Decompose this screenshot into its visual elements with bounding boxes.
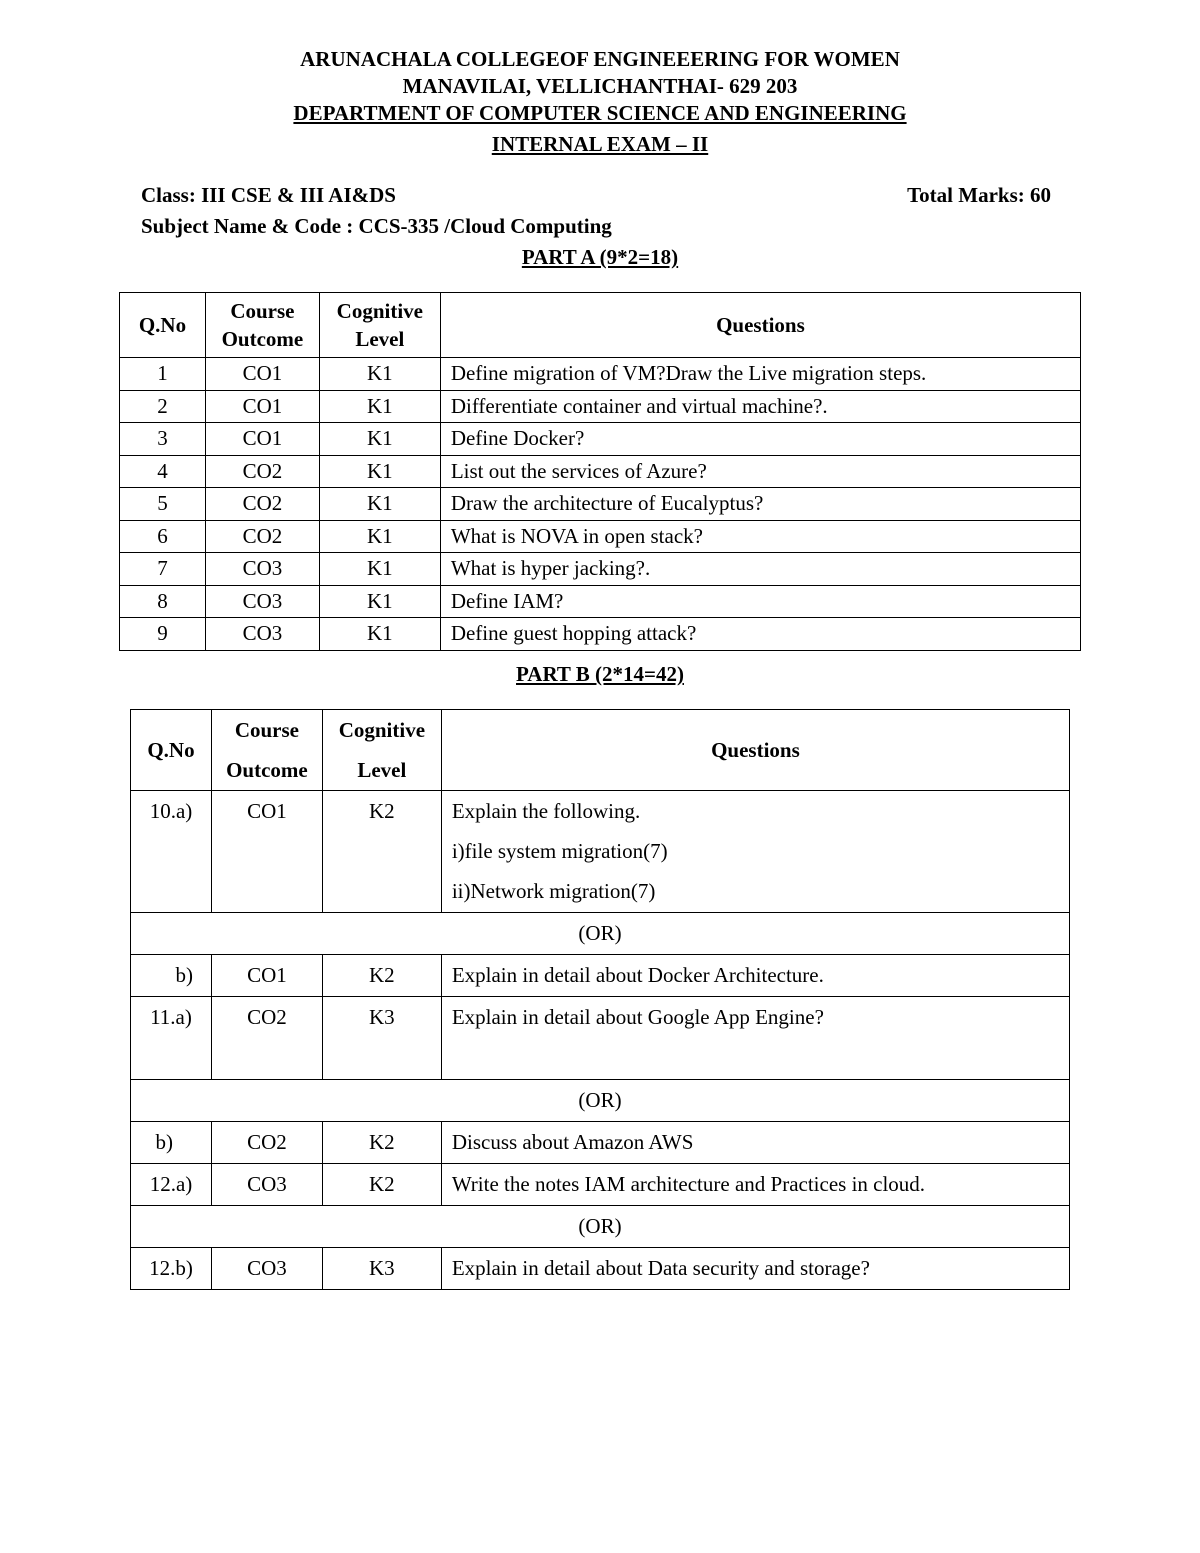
- cognitive-level-cell: K2: [322, 1164, 441, 1206]
- question-line: ii)Network migration(7): [451, 879, 656, 903]
- table-row: [120, 390, 1081, 423]
- cognitive-level-cell: K2: [322, 1122, 441, 1164]
- cognitive-level-cell: K2: [322, 791, 441, 913]
- qno-cell: 11.a): [131, 997, 212, 1080]
- question-line: Explain the following.: [451, 799, 641, 823]
- question-cell: Define IAM?: [440, 585, 1080, 618]
- part-b-title: PART B (2*14=42): [516, 662, 684, 686]
- cognitive-level-cell: K3: [322, 1248, 441, 1290]
- course-outcome-cell: CO1: [205, 358, 319, 391]
- qno-cell: 3: [120, 423, 206, 456]
- part-a-title: PART A (9*2=18): [521, 245, 679, 269]
- or-row: [131, 1206, 1070, 1248]
- or-label: (OR): [131, 1206, 1070, 1248]
- table-row: [131, 1122, 1070, 1164]
- cognitive-level-cell: K1: [319, 488, 440, 521]
- course-outcome-cell: CO1: [211, 955, 322, 997]
- question-cell: What is hyper jacking?.: [440, 553, 1080, 586]
- table-row: [131, 955, 1070, 997]
- course-outcome-cell: CO1: [211, 791, 322, 913]
- question-cell: Draw the architecture of Eucalyptus?: [440, 488, 1080, 521]
- qno-cell: b): [131, 1122, 212, 1164]
- qno-cell: 6: [120, 520, 206, 553]
- qno-cell: 12.b): [131, 1248, 212, 1290]
- qno-cell: b): [131, 955, 212, 997]
- question-cell: [441, 1164, 1069, 1206]
- cognitive-level-cell: K1: [319, 618, 440, 651]
- question-cell: List out the services of Azure?: [440, 455, 1080, 488]
- questions-header: Questions: [440, 293, 1080, 358]
- table-row: [120, 553, 1081, 586]
- table-row: [131, 1164, 1070, 1206]
- course-outcome-header: Course Outcome: [211, 710, 322, 791]
- cognitive-level-header: Cognitive Level: [319, 293, 440, 358]
- cognitive-level-cell: K1: [319, 585, 440, 618]
- question-line: Write the notes IAM architecture and Practices in cloud.: [451, 1172, 926, 1196]
- cognitive-level-header: Cognitive Level: [322, 710, 441, 791]
- question-cell: [441, 1248, 1069, 1290]
- cognitive-level-cell: K1: [319, 455, 440, 488]
- department-name: DEPARTMENT OF COMPUTER SCIENCE AND ENGINEERING: [293, 101, 907, 125]
- course-outcome-cell: CO2: [205, 488, 319, 521]
- qno-cell: 8: [120, 585, 206, 618]
- or-row: [131, 913, 1070, 955]
- question-cell: [441, 1122, 1069, 1164]
- college-name: ARUNACHALA COLLEGEOF ENGINEEERING FOR WOMEN: [300, 47, 900, 71]
- college-address: MANAVILAI, VELLICHANTHAI- 629 203: [402, 74, 798, 98]
- course-outcome-cell: CO2: [205, 520, 319, 553]
- cognitive-level-cell: K1: [319, 423, 440, 456]
- cognitive-level-cell: K2: [322, 955, 441, 997]
- qno-cell: 1: [120, 358, 206, 391]
- course-outcome-cell: CO1: [205, 390, 319, 423]
- table-row: [120, 520, 1081, 553]
- table-row: [131, 1248, 1070, 1290]
- question-line: Explain in detail about Docker Architecture.: [451, 963, 824, 987]
- qno-cell: 9: [120, 618, 206, 651]
- question-cell: What is NOVA in open stack?: [440, 520, 1080, 553]
- table-row: [131, 997, 1070, 1080]
- table-row: [120, 423, 1081, 456]
- cognitive-level-cell: K3: [322, 997, 441, 1080]
- or-label: (OR): [131, 913, 1070, 955]
- table-row: [120, 585, 1081, 618]
- course-outcome-cell: CO3: [205, 618, 319, 651]
- course-outcome-cell: CO1: [205, 423, 319, 456]
- or-label: (OR): [131, 1080, 1070, 1122]
- question-cell: [441, 955, 1069, 997]
- cognitive-level-cell: K1: [319, 390, 440, 423]
- cognitive-level-cell: K1: [319, 358, 440, 391]
- qno-cell: 5: [120, 488, 206, 521]
- course-outcome-cell: CO2: [211, 997, 322, 1080]
- question-cell: Define migration of VM?Draw the Live migration steps.: [440, 358, 1080, 391]
- question-cell: [441, 997, 1069, 1080]
- exam-title: INTERNAL EXAM – II: [491, 132, 709, 156]
- table-row: [120, 358, 1081, 391]
- course-outcome-cell: CO2: [211, 1122, 322, 1164]
- course-outcome-cell: CO3: [205, 585, 319, 618]
- question-cell: Define guest hopping attack?: [440, 618, 1080, 651]
- qno-header: Q.No: [120, 293, 206, 358]
- cognitive-level-cell: K1: [319, 553, 440, 586]
- class-label: Class: III CSE & III AI&DS: [141, 183, 396, 207]
- question-line: i)file system migration(7): [451, 839, 668, 863]
- question-line: Explain in detail about Data security and storage?: [451, 1256, 870, 1280]
- qno-cell: 7: [120, 553, 206, 586]
- total-marks: Total Marks: 60: [907, 183, 1051, 207]
- part-b-table: [130, 709, 1070, 1290]
- course-outcome-cell: CO3: [211, 1164, 322, 1206]
- subject-label: Subject Name & Code : CCS-335 /Cloud Computing: [141, 214, 612, 238]
- course-outcome-header: Course Outcome: [205, 293, 319, 358]
- table-row: [131, 791, 1070, 913]
- table-row: [120, 488, 1081, 521]
- question-cell: [441, 791, 1069, 913]
- question-line: Explain in detail about Google App Engine?: [451, 1005, 824, 1029]
- qno-header: Q.No: [131, 710, 212, 791]
- qno-cell: 10.a): [131, 791, 212, 913]
- table-row: [120, 455, 1081, 488]
- table-header-row: [120, 293, 1081, 358]
- table-header-row: [131, 710, 1070, 791]
- or-row: [131, 1080, 1070, 1122]
- qno-cell: 4: [120, 455, 206, 488]
- table-row: [120, 618, 1081, 651]
- question-cell: Define Docker?: [440, 423, 1080, 456]
- qno-cell: 12.a): [131, 1164, 212, 1206]
- cognitive-level-cell: K1: [319, 520, 440, 553]
- part-a-table: [119, 292, 1081, 651]
- qno-cell: 2: [120, 390, 206, 423]
- question-cell: Differentiate container and virtual machine?.: [440, 390, 1080, 423]
- questions-header: Questions: [441, 710, 1069, 791]
- course-outcome-cell: CO2: [205, 455, 319, 488]
- course-outcome-cell: CO3: [205, 553, 319, 586]
- course-outcome-cell: CO3: [211, 1248, 322, 1290]
- question-line: Discuss about Amazon AWS: [451, 1130, 694, 1154]
